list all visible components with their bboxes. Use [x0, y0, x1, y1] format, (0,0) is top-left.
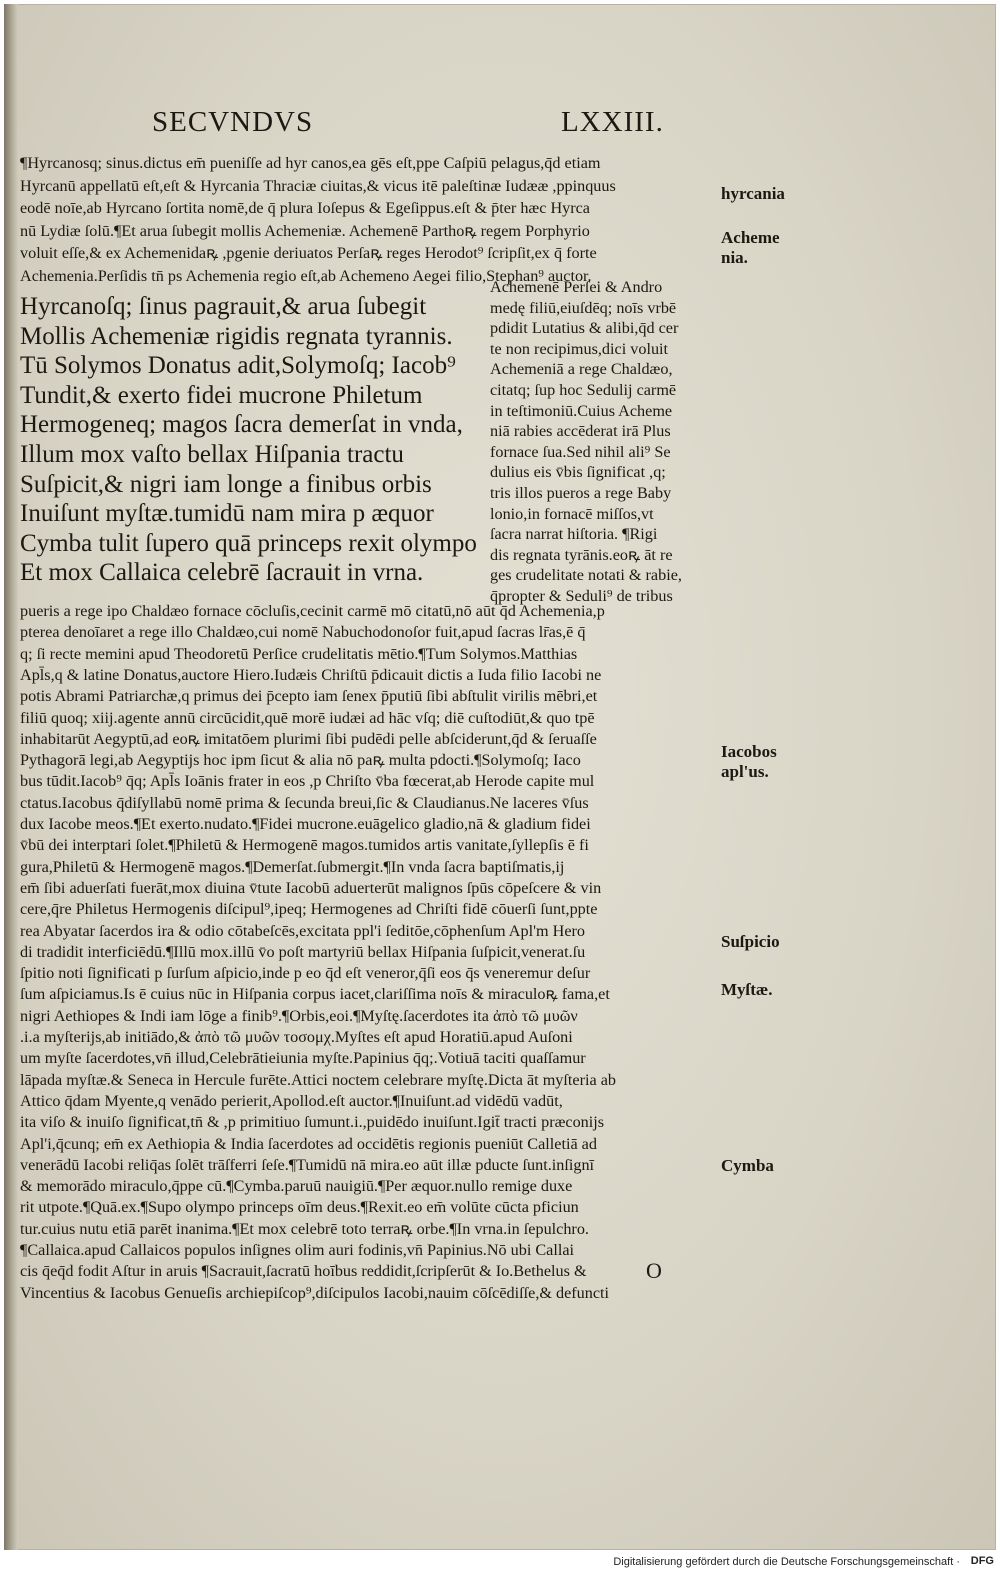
commentary-line: Vincentius & Iacobus Genueſis archiepiſcop⁹,diſcipulos Iacobi,nauim cōſcēdiſſe,& defuncti [20, 1283, 610, 1302]
commentary-line: rea Abyatar ſacerdos ira & odio cōtabeſcēs,excitata ppl'i ſeditōe,cōphenſum Apl'm Hero [20, 921, 585, 940]
verse-line: Tū Solymos Donatus adit,Solymoſq; Iacob⁹ [20, 352, 456, 380]
marginal-note: Suſpicio [721, 932, 780, 951]
commentary-line: ſacra narrat hiſtoria. ¶Rigi [490, 525, 658, 544]
commentary-line: inhabitarūt Aegyptū,ad eoꝶ imitatōem plurimi ſibi pudēdi pelle abſciderunt,q̄d & ſeruaſſe [20, 729, 597, 748]
commentary-line: um myſte ſacerdotes,vn̄ illud,Celebrātieiunia myſte.Papinius q̄q;.Votiuā taciti quaſſamur [20, 1049, 586, 1068]
verse-line: Cymba tulit ſupero quā princeps rexit olympo [20, 529, 477, 557]
dfg-logo: DFG [970, 1555, 994, 1567]
commentary-line: Apl̄s,q & latine Donatus,auctore Hiero.Iudæis Chriſtū p̄dicauit dictis a Iuda filio Iacobi ne [20, 665, 602, 684]
commentary-line: pdidit Lutatius & alibi,q̄d cer [490, 319, 679, 338]
commentary-line: nū Lydiæ ſolū.¶Et arua ſubegit mollis Achemeniæ. Achemenē Parthoꝶ regem Porphyrio [20, 221, 590, 240]
commentary-line: potis Abrami Patriarchæ,q primus dei p̄cepto iam ſenex p̄putiū ſibi abſtulit virilis mēbri,et [20, 687, 598, 706]
commentary-line: Hyrcanū appellatū eſt,eſt & Hyrcania Thraciæ ciuitas,& vicus itē paleſtinæ Iudææ ,ppinquus [20, 176, 616, 195]
commentary-line: ¶Hyrcanosq; sinus.dictus em̄ pueniſſe ad hyr canos,ea gēs eſt,ppe Caſpiū pelagus,q̄d etiam [20, 154, 601, 172]
funding-notice: Digitalisierung gefördert durch die Deutsche Forschungsgemeinschaft · [613, 1556, 960, 1568]
commentary-line: ctatus.Iacobus q̄diſyllabū nomē prima & ſecunda breui,ſic & Claudianus.Ne laceres v̄ſus [20, 793, 589, 812]
marginal-note: Iacobos apl'us. [721, 742, 777, 781]
commentary-line: em̄ ſibi aduerſati fuerāt,mox diuina v̄tute Iacobū aduerterūt malignos ſpūs cōpeſcere & vin [20, 878, 602, 897]
folio-number: LXXIII. [561, 106, 664, 138]
commentary-line: voluit eſſe,& ex Achemenidaꝶ ,pgenie deriuatos Perſaꝶ reges Herodot⁹ ſcripſit,ex q̄ forte [20, 244, 597, 263]
commentary-line: v̄bū dei interptari ſolet.¶Philetū & Hermogenē magos.tumidos artis vanitate,ſyllepſis ē fi [20, 836, 589, 855]
commentary-line: citatq; ſup hoc Sedulij carmē [490, 381, 677, 399]
commentary-line: q; ſi recte memini apud Theodoretū Perſice crudelitatis mētio.¶Tum Solymos.Matthias [20, 644, 578, 663]
commentary-line: te non recipimus,dici voluit [490, 339, 669, 358]
commentary-line: di tradidit interficiēdū.¶Illū mox.illū v̄o poſt martyriū bellax Hiſpania ſuſpicit,venerat.ſu [20, 942, 586, 961]
commentary-line: Achemenē Perſei & Andro [490, 278, 663, 296]
commentary-line: bus tūdit.Iacob⁹ q̄q; Apl̄s Ioānis frater in eos ,p Chriſto v̄ba fœcerat,ab Herode capite mul [20, 772, 595, 791]
commentary-line: in teſtimoniū.Cuius Acheme [490, 401, 673, 420]
commentary-line: cis q̄eq̄d fodit Aſtur in aruis ¶Sacrauit,ſacratū hoībus reddidit,ſcripſerūt & Io.Bethelus & [20, 1262, 587, 1281]
commentary-line: fornace ſua.Sed nihil ali⁹ Se [490, 442, 671, 461]
verse-line: Hermogeneq; magos ſacra demerſat in vnda, [20, 411, 463, 439]
marginal-note: hyrcania [721, 184, 785, 203]
commentary-line: lonio,in fornacē miſſos,vt [490, 504, 654, 523]
signature-mark: O [646, 1258, 662, 1283]
commentary-line: venerādū Iacobi reliq̄as ſolēt trāſferri ſeſe.¶Tumidū nā mira.eo aūt illæ pducte ſunt.inſignī [20, 1155, 595, 1174]
commentary-line: nigri Aethiopes & Indi iam lōge a finib⁹.¶Orbis,eoi.¶Myſtę.ſacerdotes ita ἀπὸ τῶ μυῶν [20, 1006, 578, 1025]
commentary-line: rit utpote.¶Quā.ex.¶Supo olympo princeps oīm deus.¶Rexit.eo em̄ volūte cūcta pficiun [20, 1198, 579, 1217]
commentary-line: pueris a rege ipo Chaldæo fornace cōcluſis,cecinit carmē mō citatū,nō aūt q̄d Achemenia,p [20, 602, 605, 620]
commentary-line: ges crudelitate notati & rabie, [490, 566, 682, 585]
commentary-line: dis regnata tyrānis.eoꝶ āt re [490, 545, 673, 564]
verse-line: Suſpicit,& nigri iam longe a finibus orbis [20, 470, 432, 498]
marginal-note: Cymba [721, 1156, 774, 1175]
running-head: SECVNDVS [152, 106, 314, 138]
commentary-line: Achemenia.Perſidis tn̄ ps Achemenia regio eſt,ab Achemeno Aegei filio,Stephan⁹ auctor. [20, 267, 592, 285]
page-binding-edge [4, 4, 18, 1550]
verse-line: Illum mox vaſto bellax Hiſpania tractu [20, 441, 404, 468]
commentary-line: pterea denoīaret a rege illo Chaldæo,cui nomē Nabuchodonoſor fuit,apud ſacras lr̄as,ē q̄ [20, 623, 586, 642]
commentary-line: cere,q̄re Philetus Hermogenis diſcipul⁹,ipeq; Hermogenes ad Chriſti fidē cōuerſi ſunt,ppte [20, 900, 598, 919]
verse-line: Et mox Callaica celebrē ſacrauit in vrna. [20, 559, 424, 587]
commentary-line: lāpada myſtæ.& Seneca in Hercule furēte.Attici noctem celebrare myſtę.Dicta āt myſteria ab [20, 1070, 616, 1089]
commentary-line: filiū quoq; xiij.agente annū circūcidit,quē morē iudæi ad hāc vſq; diē cuſtodiūt,& quo tpē [20, 708, 595, 727]
marginal-note: Myſtæ. [721, 980, 773, 999]
marginal-note: Acheme nia. [721, 228, 780, 267]
verse-line: Inuiſunt myſtæ.tumidū nam mira p æquor [20, 500, 434, 528]
commentary-line: tur.cuius nutu etiā parēt inanima.¶Et mox celebrē toto terraꝶ orbe.¶In vrna.in ſepulchro. [20, 1219, 589, 1238]
commentary-line: ſum aſpiciamus.Is ē cuius nūc in Hiſpania corpus iacet,clariſſima noīs & miraculoꝶ fama,et [20, 985, 610, 1004]
commentary-line: ſpitio noti ſignificati p ſurſum aſpicio,inde p eo q̄d eſt veneror,q̄ſi eos q̄s veneremur deſur [20, 964, 591, 983]
commentary-line: q̄propter & Seduli⁹ de tribus [490, 587, 673, 605]
commentary-line: .i.a myſterijs,ab initiādo,& ἀπὸ τῶ μυῶν τοσομχ.Myſtes eſt apud Horatiū.apud Auſoni [20, 1028, 573, 1046]
commentary-line: medę filiū,eiuſdēq; noīs vrbē [490, 298, 677, 317]
commentary-line: eodē noīe,ab Hyrcano ſortita nomē,de q̄ plura Ioſepus & Egeſippus.eſt & p̄ter hæc Hyrca [20, 199, 590, 218]
commentary-line: niā rabies accēderat irā Plus [490, 422, 671, 441]
verse-line: Mollis Achemeniæ rigidis regnata tyrannis. [20, 322, 453, 350]
commentary-line: dulius eis v̄bis ſignificat ,q; [490, 463, 666, 482]
verse-line: Tundit,& exerto fidei mucrone Philetum [20, 381, 423, 409]
commentary-line: dux Iacobe meos.¶Et exerto.nudato.¶Fidei mucrone.euāgelico gladio,nā & gladium fidei [20, 815, 591, 833]
commentary-line: Attico q̄dam Myente,q venādo perierit,Apollod.eſt auctor.¶Inuiſunt.ad vidēdū vadūt, [20, 1091, 563, 1110]
commentary-line: ita viſo & inuiſo ſignificat,tn̄ & ,p primitiuo ſumunt.i.,puidēdo inuiſunt.Igit̄ tracti præconijs [20, 1113, 605, 1132]
commentary-line: ¶Callaica.apud Callaicos populos inſignes olim auri fodinis,vn̄ Papinius.Nō ubi Callai [20, 1241, 575, 1259]
verse-line: Hyrcanoſq; ſinus pagrauit,& arua ſubegit [20, 293, 427, 320]
commentary-line: Apl'i,q̄cunq; em̄ ex Aethiopia & India ſacerdotes ad occidētis regionis pueniūt Calletiā ad [20, 1134, 597, 1153]
commentary-line: Pythagorā legi,ab Aegyptijs hoc ipm ſicut & alia nō paꝶ multa pdocti.¶Solymoſq; Iaco [20, 751, 581, 770]
commentary-line: Achemeniā a rege Chaldæo, [490, 360, 673, 379]
commentary-line: tris illos pueros a rege Baby [490, 484, 672, 502]
footer-bar [0, 1550, 1000, 1576]
commentary-line: gura,Philetū & Hermogenē magos.¶Demerſat.ſubmergit.¶In vnda ſacra baptiſmatis,ij [20, 857, 565, 876]
commentary-line: & memorādo miraculo,q̄ppe cū.¶Cymba.paruū nauigiū.¶Per æquor.nullo remige duxe [20, 1177, 573, 1196]
